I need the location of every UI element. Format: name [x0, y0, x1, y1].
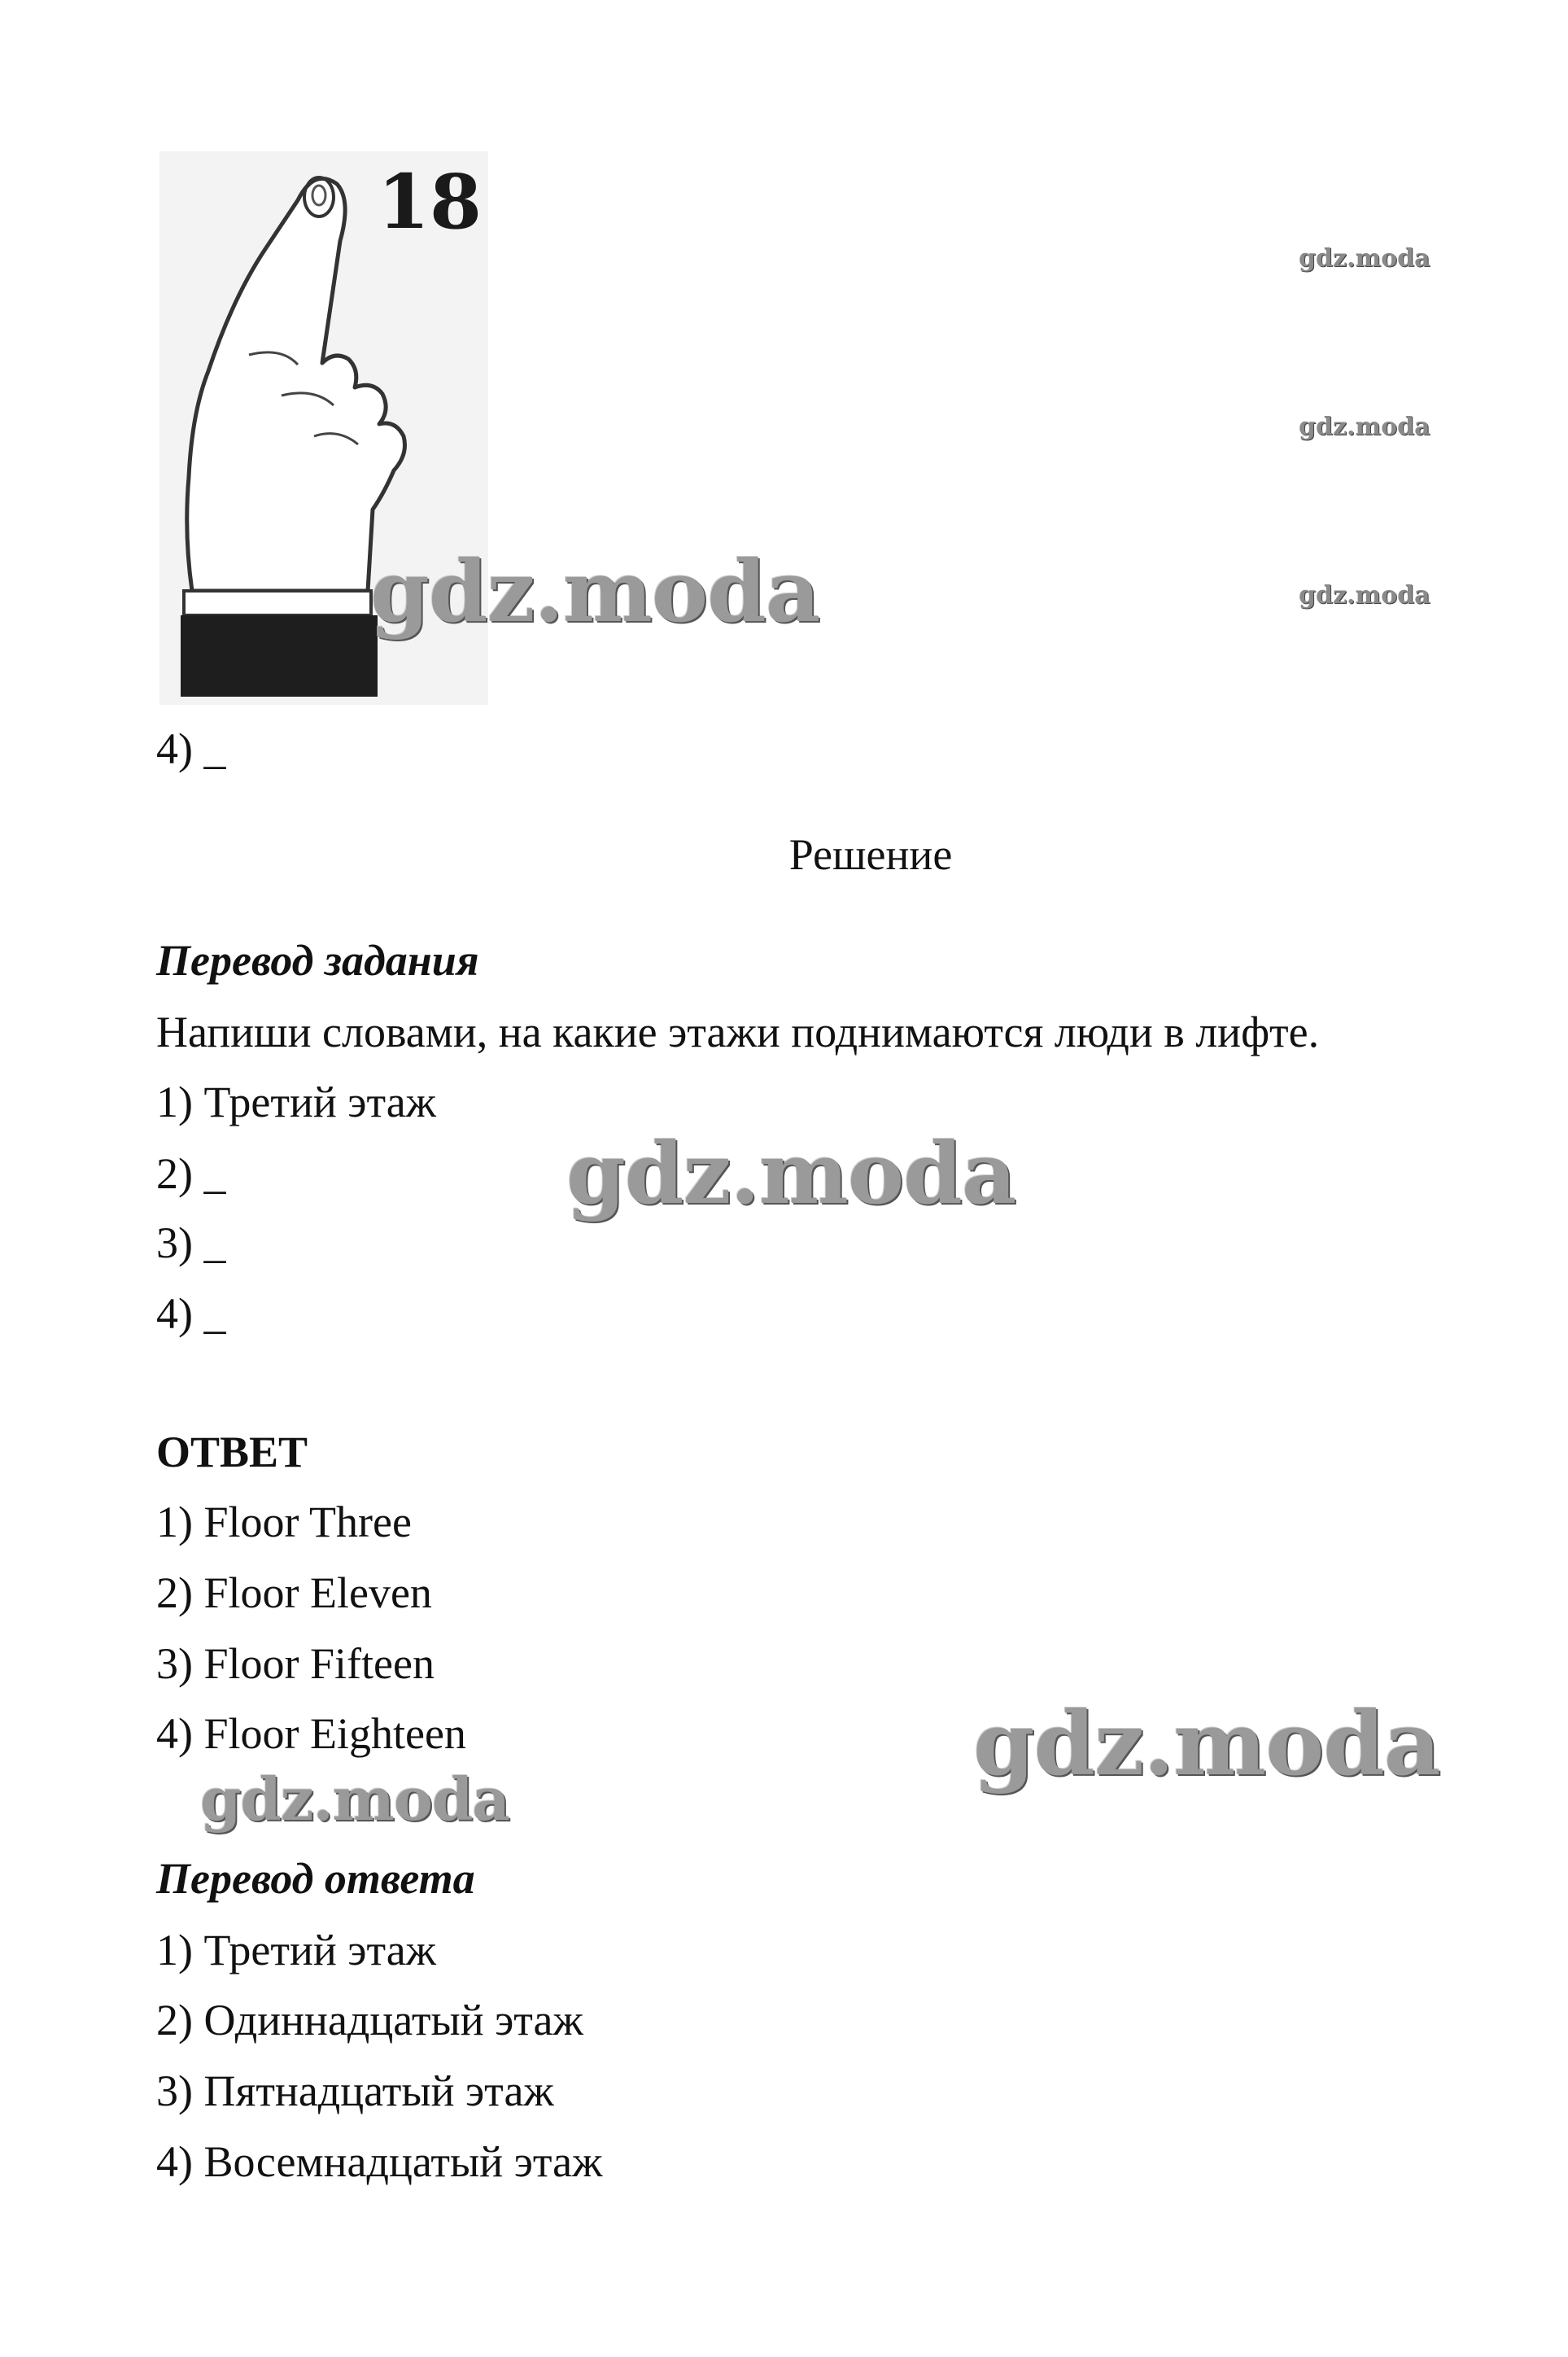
answer-heading: ОТВЕТ — [156, 1428, 308, 1476]
watermark-large-1: gdz.moda — [370, 541, 820, 641]
watermark-large-2: gdz.moda — [566, 1123, 1016, 1223]
answer-item: 2) Floor Eleven — [156, 1568, 432, 1617]
task-item-4: 4) _ — [156, 724, 226, 773]
translation-answer-heading: Перевод ответа — [156, 1854, 475, 1903]
translation-answer-item: 3) Пятнадцатый этаж — [156, 2066, 554, 2115]
translation-task-item: 2) _ — [156, 1149, 226, 1198]
watermark-small-3: gdz.moda — [1299, 581, 1430, 610]
translation-task-item: 3) _ — [156, 1218, 226, 1267]
watermark-medium: gdz.moda — [200, 1764, 509, 1834]
answer-item: 4) Floor Eighteen — [156, 1709, 466, 1758]
watermark-small-1: gdz.moda — [1299, 244, 1430, 273]
answer-item: 3) Floor Fifteen — [156, 1639, 435, 1688]
translation-task-text: Напиши словами, на какие этажи поднимаются люди в лифте. — [156, 1008, 1320, 1056]
translation-answer-item: 2) Одиннадцатый этаж — [156, 1996, 583, 2044]
translation-answer-item: 1) Третий этаж — [156, 1926, 436, 1974]
solution-title: Решение — [788, 830, 953, 879]
illustration-number: 18 — [378, 158, 483, 246]
watermark-large-3: gdz.moda — [973, 1693, 1440, 1795]
answer-item: 1) Floor Three — [156, 1498, 412, 1546]
translation-task-item: 1) Третий этаж — [156, 1078, 436, 1126]
watermark-small-2: gdz.moda — [1299, 413, 1430, 441]
translation-task-heading: Перевод задания — [156, 936, 479, 985]
translation-task-item: 4) _ — [156, 1289, 226, 1338]
translation-answer-item: 4) Восемнадцатый этаж — [156, 2137, 603, 2186]
